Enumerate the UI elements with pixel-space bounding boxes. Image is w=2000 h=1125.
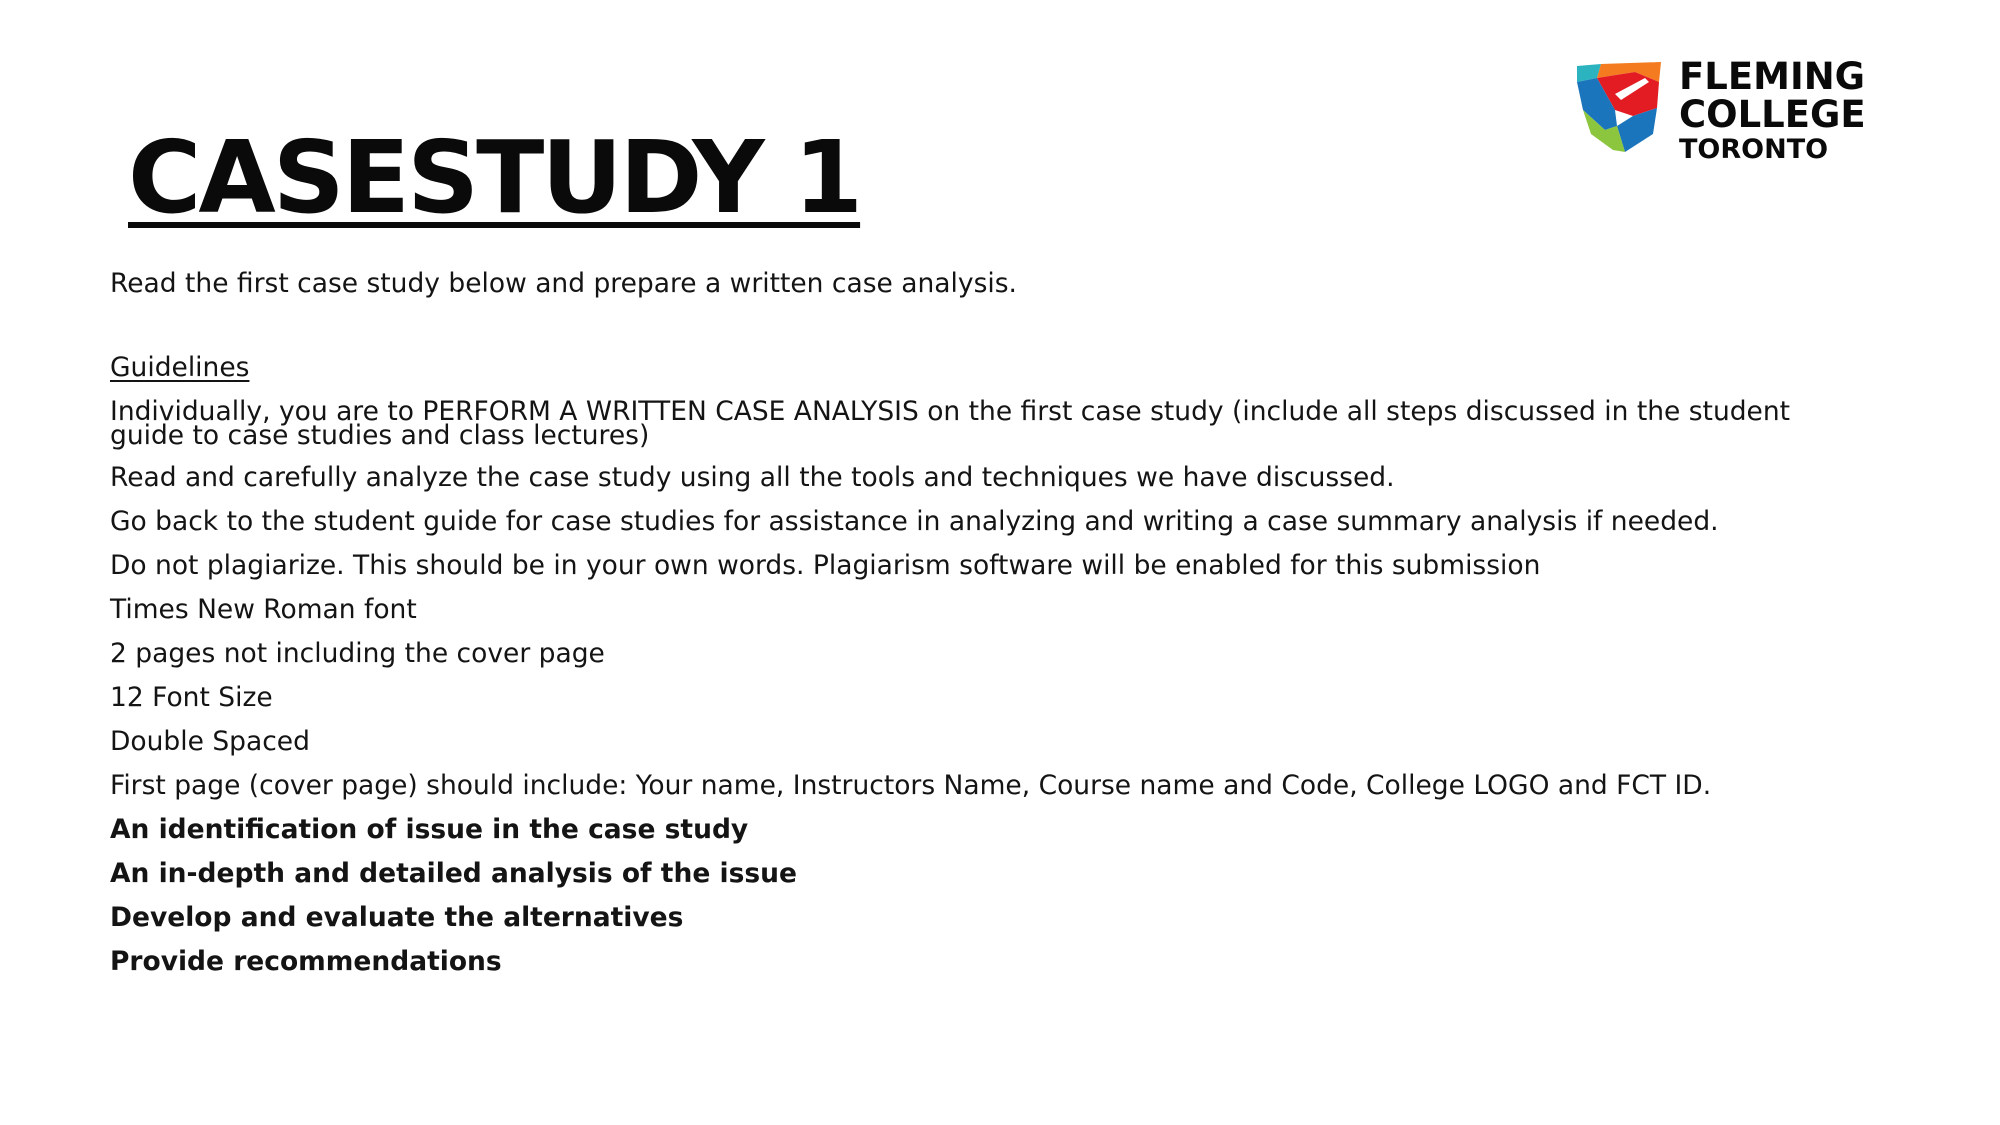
requirement-item: An identification of issue in the case study	[110, 814, 749, 845]
guideline-item: Individually, you are to PERFORM A WRITTEN CASE ANALYSIS on the first case study (include all steps discussed in the student guide to case studies and class lectures)	[110, 396, 1791, 451]
instructions-body	[110, 264, 1870, 984]
logo-wordmark	[1679, 55, 1866, 166]
logo-line-fleming: FLEMING	[1679, 55, 1866, 98]
logo-line-college: COLLEGE	[1679, 93, 1866, 136]
guideline-item: Times New Roman font	[110, 594, 417, 625]
guideline-item: Read and carefully analyze the case study using all the tools and techniques we have discussed.	[110, 462, 1395, 493]
requirement-item: Develop and evaluate the alternatives	[110, 902, 684, 933]
guideline-item: Do not plagiarize. This should be in your own words. Plagiarism software will be enabled for this submission	[110, 550, 1541, 581]
requirement-item: Provide recommendations	[110, 946, 502, 977]
guidelines-list	[110, 388, 1870, 984]
guideline-item: Double Spaced	[110, 726, 310, 757]
requirement-item: An in-depth and detailed analysis of the issue	[110, 858, 797, 889]
intro-text: Read the first case study below and prepare a written case analysis.	[110, 268, 1017, 299]
logo-line-toronto: TORONTO	[1679, 134, 1829, 165]
guideline-item: 12 Font Size	[110, 682, 273, 713]
page-title: CASESTUDY 1	[128, 119, 861, 236]
guideline-item: Go back to the student guide for case studies for assistance in analyzing and writing a case summary analysis if needed.	[110, 506, 1719, 537]
guideline-item: 2 pages not including the cover page	[110, 638, 605, 669]
guidelines-heading: Guidelines	[110, 352, 250, 383]
guideline-item: First page (cover page) should include: Your name, Instructors Name, Course name and Code, College LOGO and FCT ID.	[110, 770, 1712, 801]
shield-logo-icon	[1575, 60, 1663, 156]
college-logo	[1575, 55, 1895, 170]
